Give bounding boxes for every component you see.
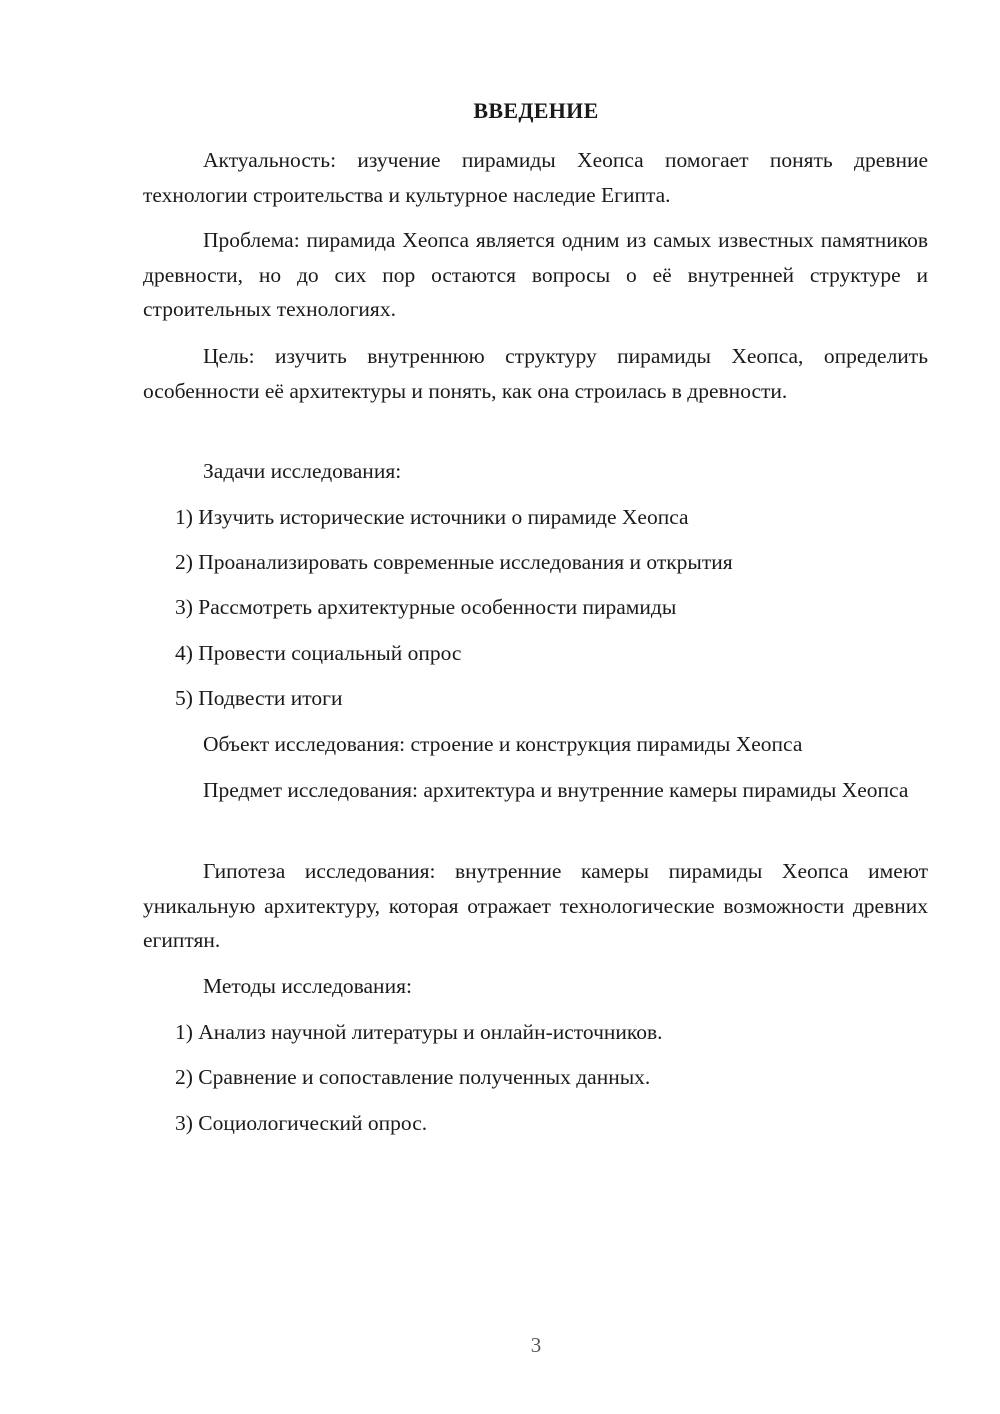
goal-paragraph: Цель: изучить внутреннюю структуру пирамиды Хеопса, определить особенности её архитектуры и понять, как она строилась в древности. [143,344,928,403]
tasks-heading: Задачи исследования: [203,459,402,483]
methods-heading: Методы исследования: [203,974,412,998]
method-item-3: 3) Социологический опрос. [175,1111,428,1135]
method-item-2: 2) Сравнение и сопоставление полученных данных. [175,1065,651,1089]
task-item-5: 5) Подвести итоги [175,686,343,710]
method-item-1: 1) Анализ научной литературы и онлайн-источников. [175,1020,663,1044]
task-item-3: 3) Рассмотреть архитектурные особенности пирамиды [175,595,677,619]
object-paragraph: Объект исследования: строение и конструкция пирамиды Хеопса [203,732,803,756]
page-number: 3 [530,1333,542,1357]
subject-paragraph: Предмет исследования: архитектура и внутренние камеры пирамиды Хеопса [203,778,909,802]
problem-paragraph: Проблема: пирамида Хеопса является одним из самых известных памятников древности, но до сих пор остаются вопросы о её внутренней структуре и строительных технологиях. [143,228,928,322]
task-item-2: 2) Проанализировать современные исследования и открытия [175,550,733,574]
task-item-4: 4) Провести социальный опрос [175,641,462,665]
task-item-1: 1) Изучить исторические источники о пирамиде Хеопса [175,505,689,529]
section-heading: ВВЕДЕНИЕ [473,98,599,123]
hypothesis-paragraph: Гипотеза исследования: внутренние камеры пирамиды Хеопса имеют уникальную архитектуру, которая отражает технологические возможности древних египтян. [143,859,928,953]
relevance-paragraph: Актуальность: изучение пирамиды Хеопса помогает понять древние технологии строительства и культурное наследие Египта. [143,148,928,207]
